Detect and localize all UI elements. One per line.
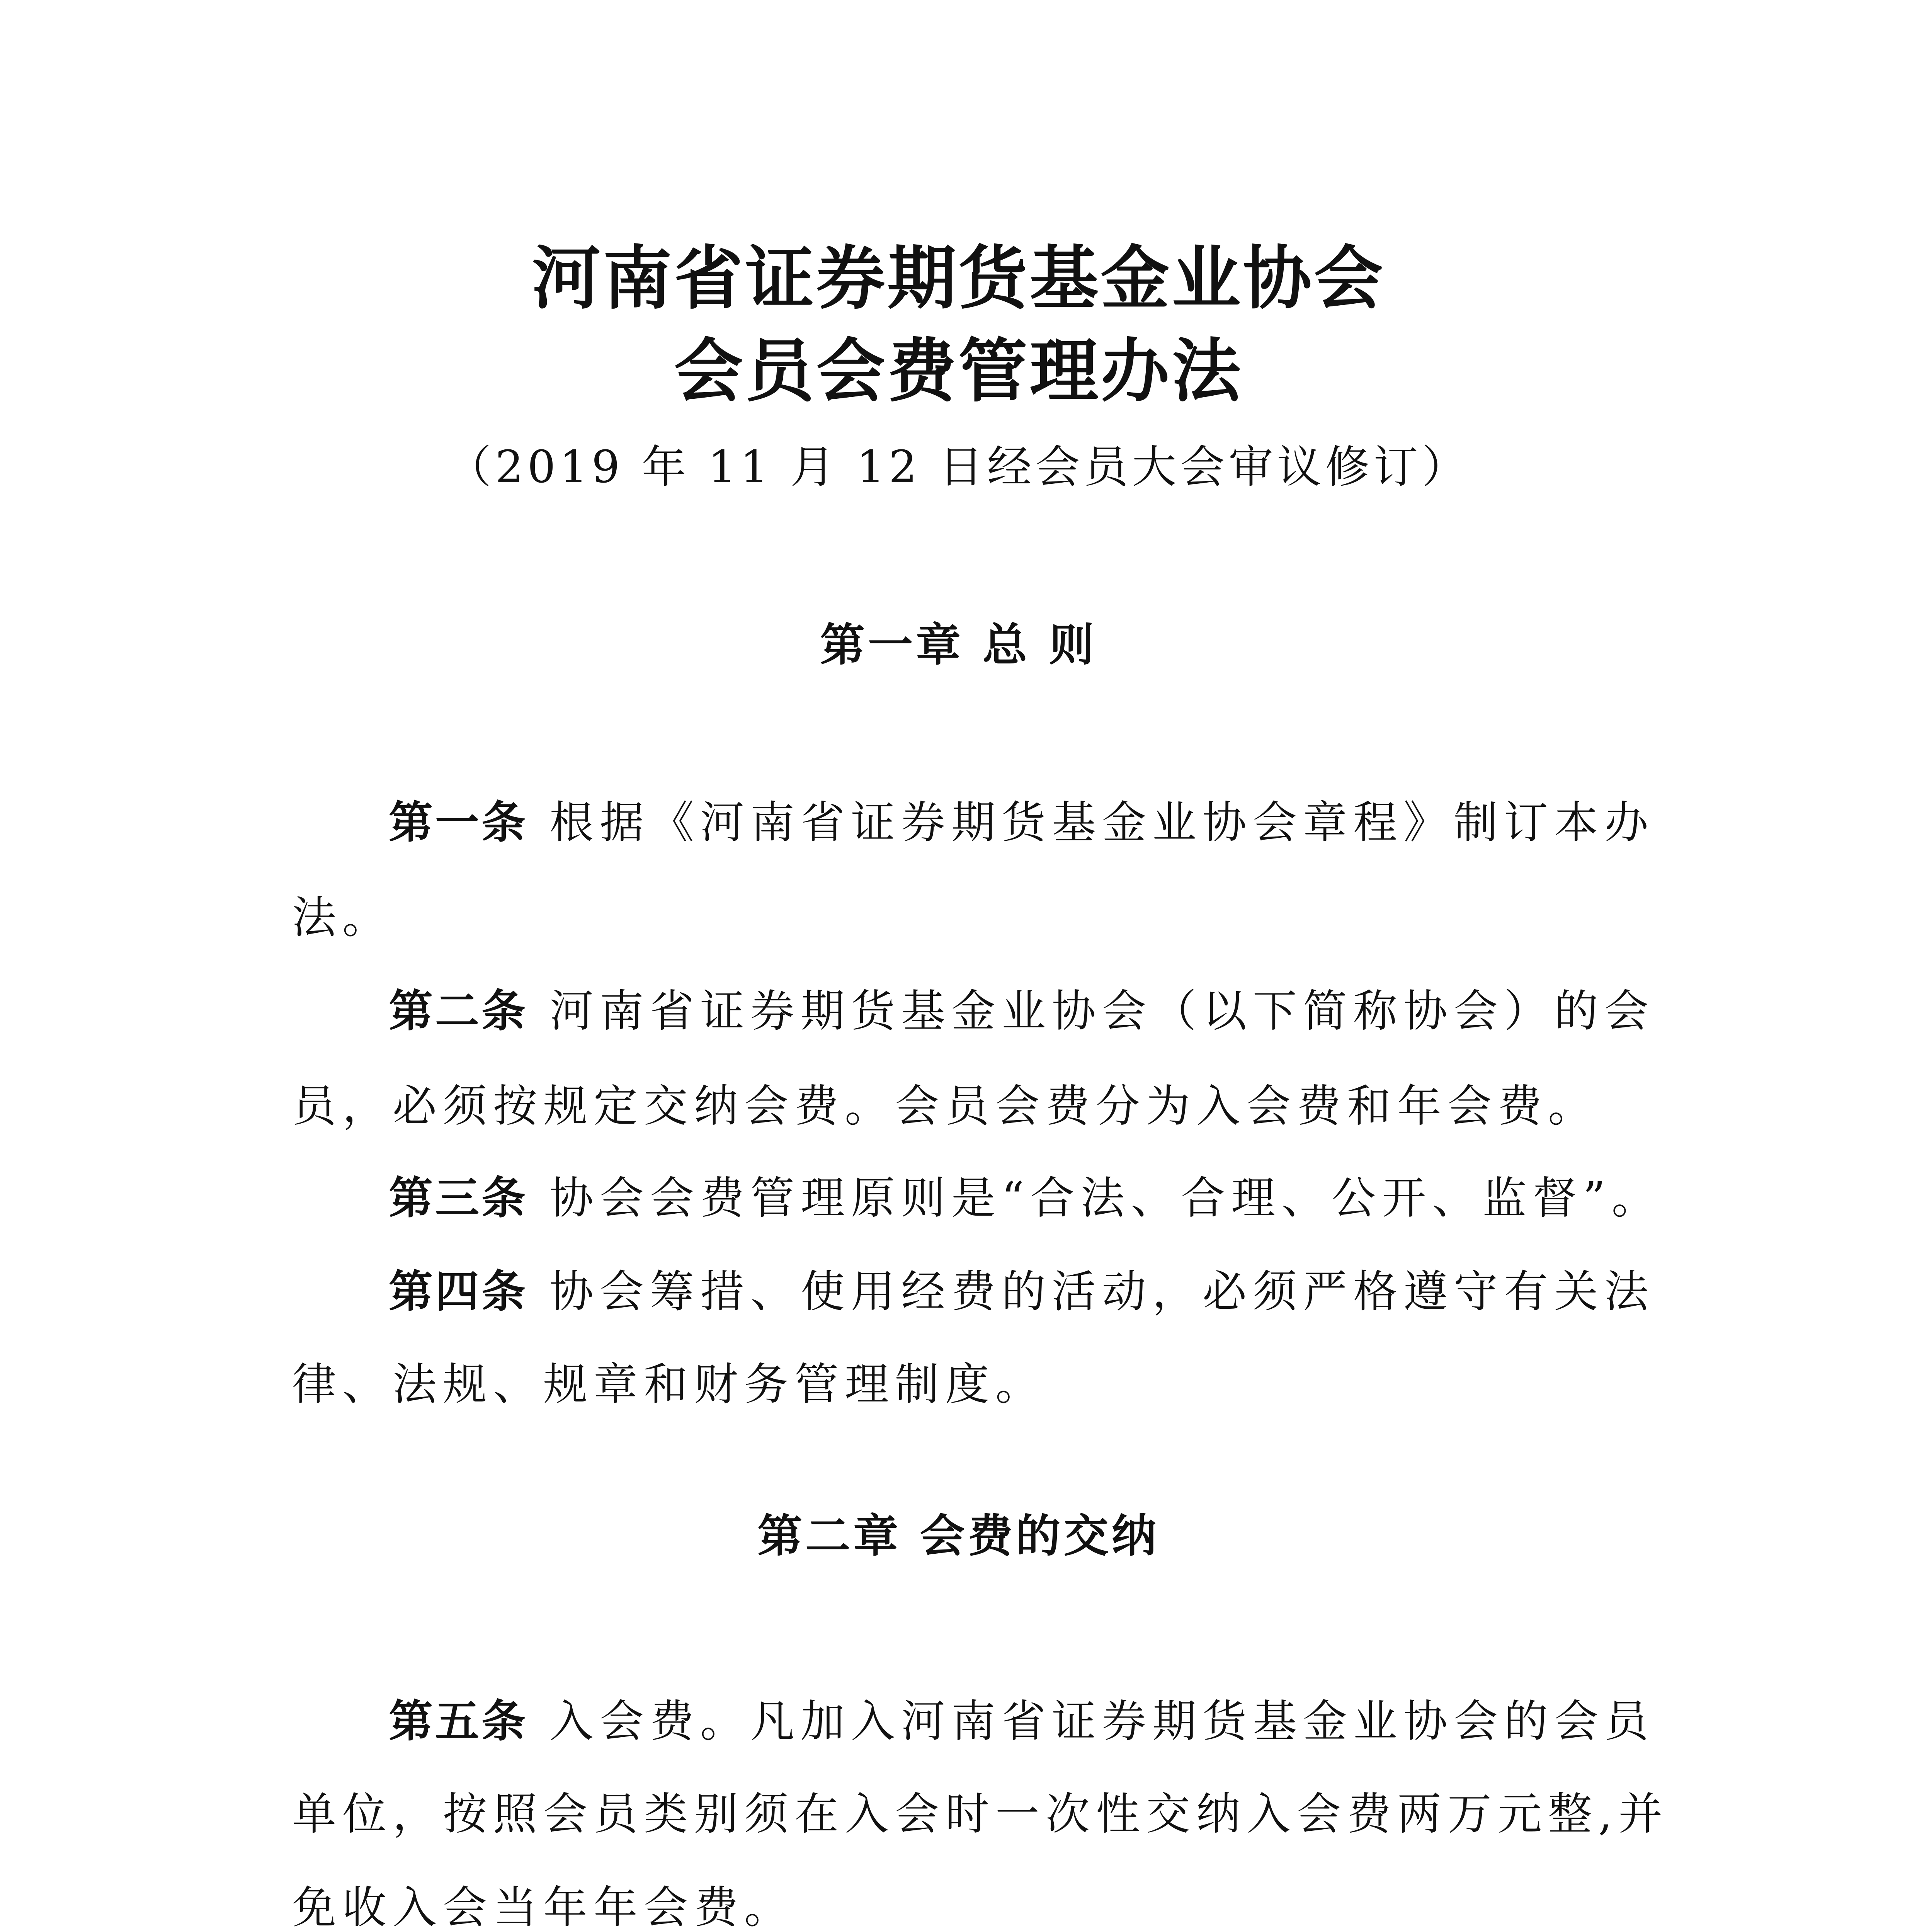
revision-note: （2019 年 11 月 12 日经会员大会审议修订） [447,441,1470,493]
article-1-line-1 [389,797,1655,848]
article-2-label: 第二条 [389,985,528,1037]
article-3-line-1 [389,1172,1662,1224]
article-1-line-2: 法。 [292,892,393,943]
article-3-text: 协会会费管理原则是“合法、合理、公开、监督”。 [549,1172,1662,1224]
article-1-text: 根据《河南省证券期货基金业协会章程》制订本办 [549,797,1655,848]
article-4-label: 第四条 [389,1266,528,1317]
chapter-2-heading: 第二章 会费的交纳 [757,1510,1160,1562]
article-5-line-3: 免收入会当年年会费。 [292,1882,795,1932]
article-4-line-2: 律、法规、规章和财务管理制度。 [292,1359,1046,1410]
article-4-text: 协会筹措、使用经费的活动，必须严格遵守有关法 [549,1266,1655,1317]
article-5-line-2: 单位，按照会员类别须在入会时一次性交纳入会费两万元整,并 [292,1788,1669,1840]
article-4-line-1 [389,1266,1655,1317]
article-5-text: 入会费。凡加入河南省证券期货基金业协会的会员 [549,1696,1655,1747]
article-5-label: 第五条 [389,1696,528,1747]
article-2-text: 河南省证券期货基金业协会（以下简称协会）的会 [549,985,1655,1037]
title-line-2: 会员会费管理办法 [674,331,1243,411]
article-3-label: 第三条 [389,1172,528,1224]
article-2-line-2: 员，必须按规定交纳会费。会员会费分为入会费和年会费。 [292,1080,1599,1132]
title-line-1: 河南省证券期货基金业协会 [532,238,1385,318]
article-5-line-1 [389,1696,1655,1747]
article-2-line-1 [389,985,1655,1037]
article-1-label: 第一条 [389,797,528,848]
chapter-1-heading: 第一章 总 则 [820,619,1097,671]
